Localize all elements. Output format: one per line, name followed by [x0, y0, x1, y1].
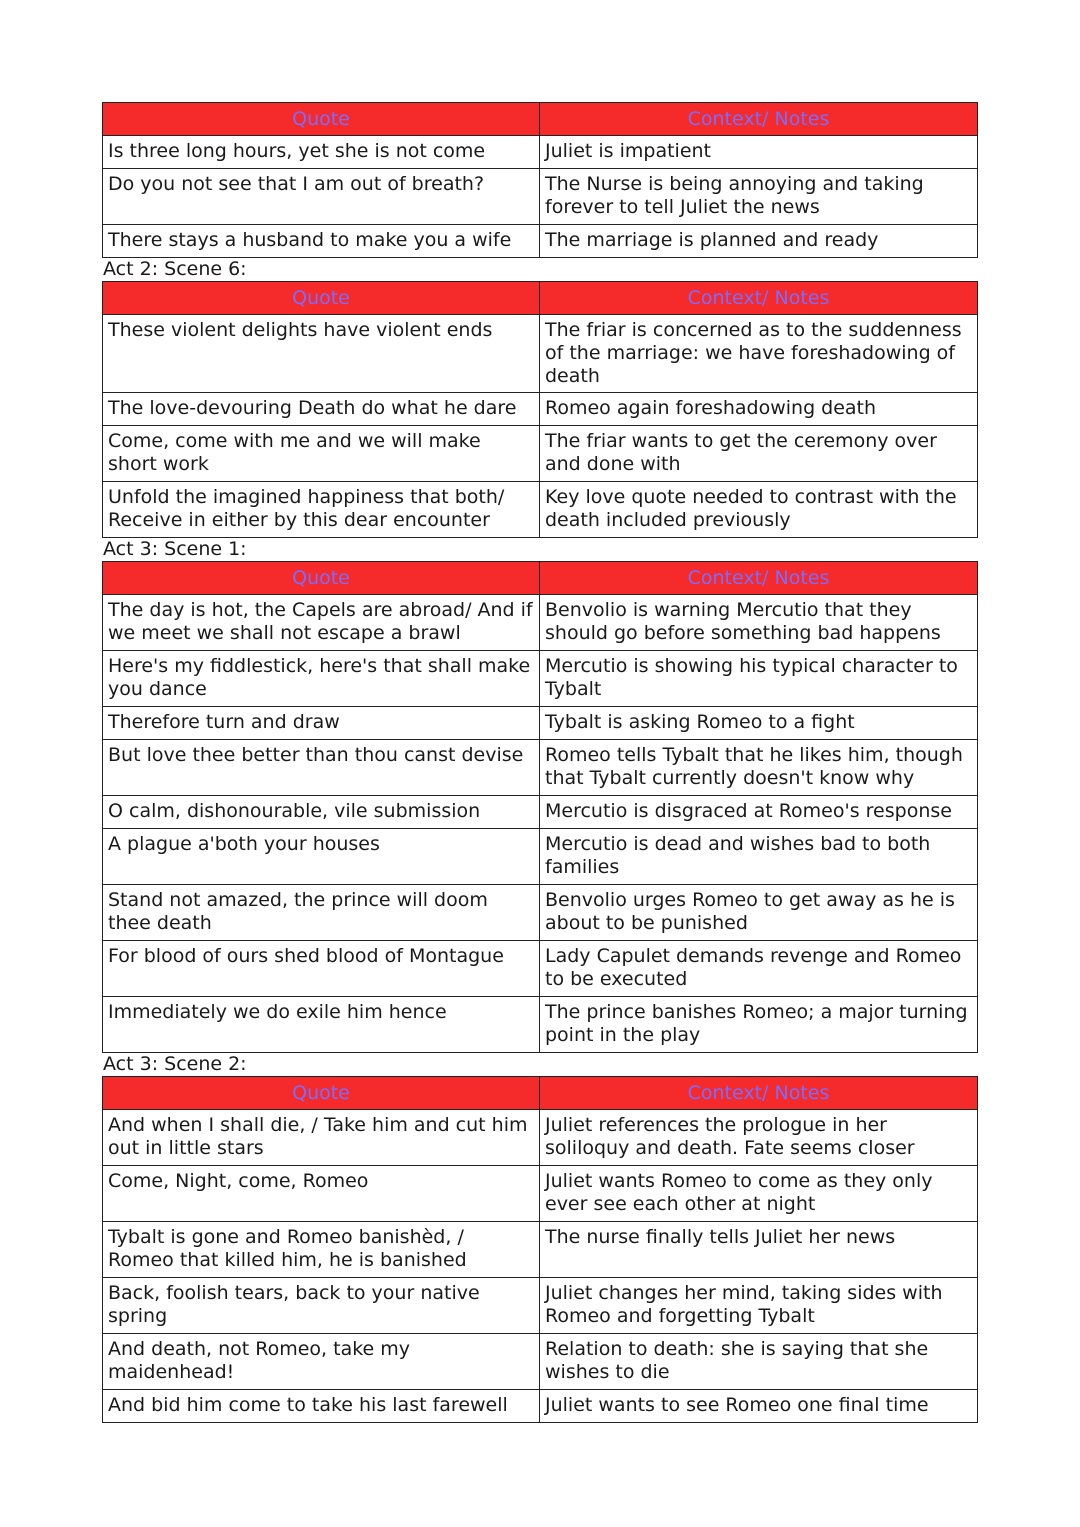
quote-cell: A plague a'both your houses [103, 829, 540, 885]
quote-column-header: Quote [103, 1077, 540, 1110]
quote-cell: Come, Night, come, Romeo [103, 1166, 540, 1222]
table-row [103, 315, 978, 393]
notes-cell: The Nurse is being annoying and taking forever to tell Juliet the news [540, 169, 978, 225]
quote-table-continued [102, 102, 978, 258]
table-row [103, 393, 978, 426]
notes-cell: Mercutio is showing his typical character to Tybalt [540, 651, 978, 707]
table-row [103, 829, 978, 885]
quote-cell: For blood of ours shed blood of Montague [103, 941, 540, 997]
quote-cell: Stand not amazed, the prince will doom thee death [103, 885, 540, 941]
notes-cell: Juliet changes her mind, taking sides with Romeo and forgetting Tybalt [540, 1278, 978, 1334]
notes-cell: Benvolio is warning Mercutio that they should go before something bad happens [540, 595, 978, 651]
table-header-row [103, 1077, 978, 1110]
quote-cell: Back, foolish tears, back to your native spring [103, 1278, 540, 1334]
quote-cell: The love-devouring Death do what he dare [103, 393, 540, 426]
notes-cell: Romeo tells Tybalt that he likes him, though that Tybalt currently doesn't know why [540, 740, 978, 796]
notes-column-header: Context/ Notes [540, 1077, 978, 1110]
table-row [103, 997, 978, 1053]
table-row [103, 426, 978, 482]
quote-cell: There stays a husband to make you a wife [103, 225, 540, 258]
table-row [103, 225, 978, 258]
table-header-row [103, 562, 978, 595]
notes-column-header: Context/ Notes [540, 562, 978, 595]
table-row [103, 707, 978, 740]
quote-cell: And death, not Romeo, take my maidenhead! [103, 1334, 540, 1390]
table-header-row [103, 103, 978, 136]
quote-column-header: Quote [103, 562, 540, 595]
table-row [103, 885, 978, 941]
notes-cell: The friar wants to get the ceremony over and done with [540, 426, 978, 482]
notes-cell: The friar is concerned as to the suddenness of the marriage: we have foreshadowing of death [540, 315, 978, 393]
quote-cell: And when I shall die, / Take him and cut him out in little stars [103, 1110, 540, 1166]
quote-cell: And bid him come to take his last farewell [103, 1390, 540, 1423]
quote-cell: Do you not see that I am out of breath? [103, 169, 540, 225]
table-row [103, 941, 978, 997]
quote-cell: Here's my fiddlestick, here's that shall make you dance [103, 651, 540, 707]
notes-cell: The nurse finally tells Juliet her news [540, 1222, 978, 1278]
table-row [103, 1278, 978, 1334]
quote-cell: Unfold the imagined happiness that both/ Receive in either by this dear encounter [103, 482, 540, 538]
table-row [103, 482, 978, 538]
notes-cell: Mercutio is disgraced at Romeo's response [540, 796, 978, 829]
notes-cell: Benvolio urges Romeo to get away as he is about to be punished [540, 885, 978, 941]
notes-cell: Juliet wants Romeo to come as they only ever see each other at night [540, 1166, 978, 1222]
quote-table-act3-scene2 [102, 1076, 978, 1423]
quote-cell: Immediately we do exile him hence [103, 997, 540, 1053]
table-row [103, 169, 978, 225]
table-row [103, 1334, 978, 1390]
quote-column-header: Quote [103, 103, 540, 136]
quote-cell: But love thee better than thou canst devise [103, 740, 540, 796]
notes-cell: The prince banishes Romeo; a major turning point in the play [540, 997, 978, 1053]
quote-cell: These violent delights have violent ends [103, 315, 540, 393]
notes-cell: Juliet wants to see Romeo one final time [540, 1390, 978, 1423]
quote-cell: Tybalt is gone and Romeo banishèd, / Romeo that killed him, he is banished [103, 1222, 540, 1278]
notes-cell: Key love quote needed to contrast with the death included previously [540, 482, 978, 538]
table-header-row [103, 282, 978, 315]
notes-cell: The marriage is planned and ready [540, 225, 978, 258]
document [102, 102, 977, 1423]
section-heading: Act 2: Scene 6: [103, 258, 247, 280]
quote-cell: O calm, dishonourable, vile submission [103, 796, 540, 829]
table-row [103, 136, 978, 169]
notes-cell: Juliet is impatient [540, 136, 978, 169]
section-heading: Act 3: Scene 1: [103, 538, 247, 560]
quote-column-header: Quote [103, 282, 540, 315]
table-row [103, 796, 978, 829]
notes-cell: Relation to death: she is saying that she wishes to die [540, 1334, 978, 1390]
quote-table-act2-scene6 [102, 281, 978, 538]
quote-cell: Come, come with me and we will make short work [103, 426, 540, 482]
quote-table-act3-scene1 [102, 561, 978, 1053]
table-row [103, 651, 978, 707]
table-row [103, 740, 978, 796]
section-heading: Act 3: Scene 2: [103, 1053, 247, 1075]
notes-cell: Mercutio is dead and wishes bad to both families [540, 829, 978, 885]
table-row [103, 1110, 978, 1166]
table-row [103, 1166, 978, 1222]
notes-column-header: Context/ Notes [540, 103, 978, 136]
quote-cell: Is three long hours, yet she is not come [103, 136, 540, 169]
notes-cell: Tybalt is asking Romeo to a fight [540, 707, 978, 740]
notes-column-header: Context/ Notes [540, 282, 978, 315]
table-row [103, 1390, 978, 1423]
table-row [103, 595, 978, 651]
notes-cell: Romeo again foreshadowing death [540, 393, 978, 426]
quote-cell: Therefore turn and draw [103, 707, 540, 740]
notes-cell: Lady Capulet demands revenge and Romeo to be executed [540, 941, 978, 997]
quote-cell: The day is hot, the Capels are abroad/ And if we meet we shall not escape a brawl [103, 595, 540, 651]
notes-cell: Juliet references the prologue in her soliloquy and death. Fate seems closer [540, 1110, 978, 1166]
table-row [103, 1222, 978, 1278]
